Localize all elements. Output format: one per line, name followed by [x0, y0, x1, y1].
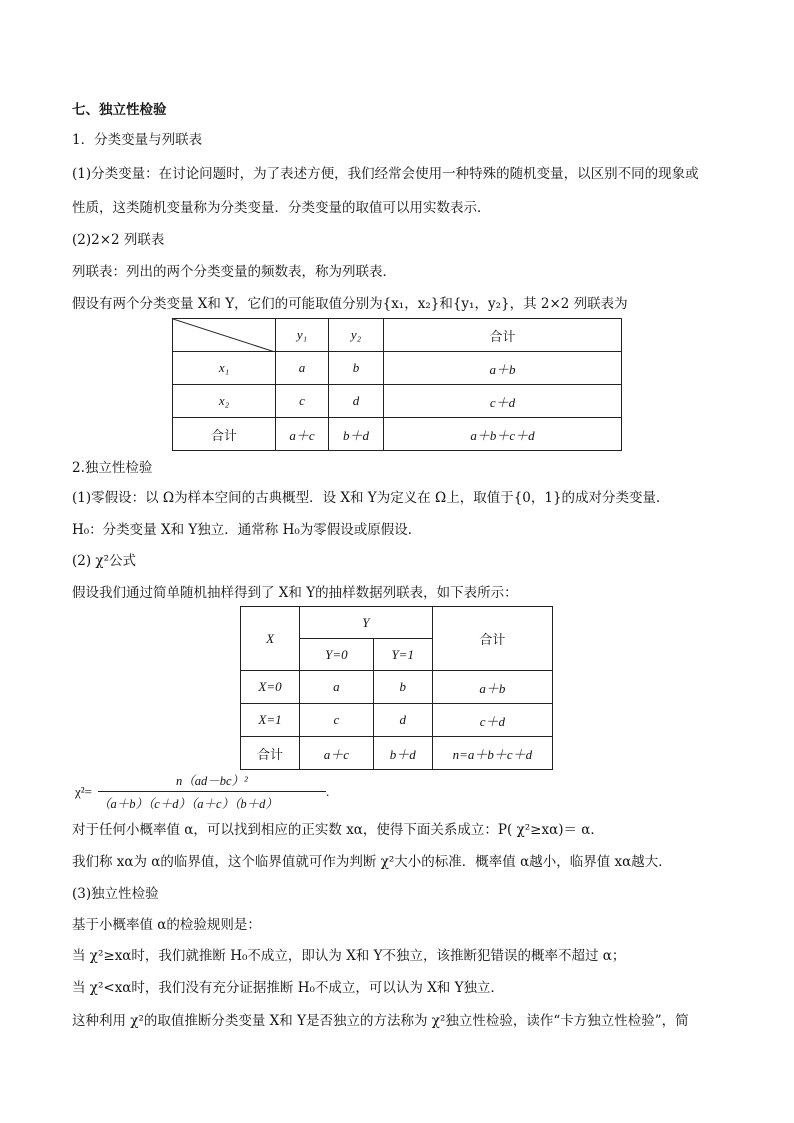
table2-y-value: Y=0: [300, 639, 374, 671]
s1-heading: 1．分类变量与列联表: [72, 132, 203, 148]
table1-header-cell: y₁: [276, 319, 329, 352]
table-row: [173, 385, 622, 418]
s2-case1: 当 χ²≥xα时，我们就推断 H₀不成立，即认为 X和 Y不独立，该推断犯错误的概率不超过 α；: [72, 948, 626, 964]
table-row: [173, 418, 622, 451]
s2-case2: 当 χ²<xα时，我们没有充分证据推断 H₀不成立，可以认为 X和 Y独立．: [72, 980, 505, 996]
table1-cell: a＋b＋c＋d: [384, 418, 622, 451]
section-title: 七、独立性检验: [72, 102, 167, 118]
table-row: [241, 737, 553, 770]
s2-h0-statement: H₀：分类变量 X和 Y独立．通常称 H₀为零假设或原假设．: [72, 522, 422, 538]
formula-denominator: （a＋b）（c＋d）（a＋c）（b＋d）: [98, 797, 278, 811]
table2-x-header: X: [241, 607, 300, 671]
s2-sample-statement: 假设我们通过简单随机抽样得到了 X和 Y的抽样数据列联表，如下表所示：: [72, 585, 518, 601]
s2-null-hypothesis: (1)零假设：以 Ω为样本空间的古典概型．设 X和 Y为定义在 Ω上，取值于{0，1}的成对分类变量．: [72, 490, 670, 506]
s2-chi-formula-heading: (2) χ²公式: [72, 553, 137, 569]
contingency-table-2: [240, 606, 553, 770]
table2-cell: 合计: [241, 737, 300, 770]
table1-cell: c＋d: [384, 385, 622, 418]
table2-cell: d: [373, 704, 432, 737]
table1-cell: a＋c: [276, 418, 329, 451]
table1-cell: a: [276, 352, 329, 385]
s1-assumption: 假设有两个分类变量 X和 Y，它们的可能取值分别为{x₁，x₂}和{y₁，y₂}，其 2×2 列联表为: [72, 296, 628, 312]
diagonal-header-cell: [173, 319, 276, 352]
table1-cell: c: [276, 385, 329, 418]
table1-cell: b＋d: [329, 418, 384, 451]
table2-cell: n=a＋b＋c＋d: [432, 737, 552, 770]
table-row: [241, 671, 553, 704]
s2-test-heading: (3)独立性检验: [72, 886, 159, 902]
table2-y-value: Y=1: [373, 639, 432, 671]
s1-definition: 列联表：列出的两个分类变量的频数表，称为列联表．: [72, 264, 396, 280]
table-row: [241, 704, 553, 737]
formula-end: .: [326, 784, 330, 799]
contingency-table-1: [172, 318, 622, 451]
table-row: [173, 352, 622, 385]
s1-paragraph-line1: (1)分类变量：在讨论问题时，为了表述方便，我们经常会使用一种特殊的随机变量，以区别不同的现象或: [72, 166, 699, 182]
table1-header-cell: y₂: [329, 319, 384, 352]
s1-paragraph-line2: 性质，这类随机变量称为分类变量．分类变量的取值可以用实数表示．: [72, 200, 491, 216]
table1-header-cell: 合计: [384, 319, 622, 352]
s2-heading: 2.独立性检验: [72, 460, 153, 476]
table2-cell: c: [300, 704, 374, 737]
table2-cell: c＋d: [432, 704, 552, 737]
table1-cell: 合计: [173, 418, 276, 451]
formula-lhs: χ²=: [75, 784, 92, 799]
table2-cell: b: [373, 671, 432, 704]
table2-total-header: 合计: [432, 607, 552, 671]
table2-cell: b＋d: [373, 737, 432, 770]
s1-subheading-2x2: (2)2×2 列联表: [72, 232, 165, 248]
table2-cell: a: [300, 671, 374, 704]
table2-cell: X=1: [241, 704, 300, 737]
s2-alpha-line1: 对于任何小概率值 α，可以找到相应的正实数 xα，使得下面关系成立：P( χ²≥xα)＝ α．: [72, 822, 604, 838]
table2-cell: a＋c: [300, 737, 374, 770]
table2-cell: X=0: [241, 671, 300, 704]
table1-cell: b: [329, 352, 384, 385]
s2-rule: 基于小概率值 α的检验规则是：: [72, 917, 261, 933]
table1-cell: x₁: [173, 352, 276, 385]
table2-y-header: Y: [300, 607, 433, 639]
s2-alpha-line2: 我们称 xα为 α的临界值，这个临界值就可作为判断 χ²大小的标准．概率值 α越小，临界值 xα越大．: [72, 854, 672, 870]
table1-cell: a＋b: [384, 352, 622, 385]
table1-cell: d: [329, 385, 384, 418]
table2-cell: a＋b: [432, 671, 552, 704]
table1-cell: x₂: [173, 385, 276, 418]
s2-method: 这种利用 χ²的取值推断分类变量 X和 Y是否独立的方法称为 χ²独立性检验，读作“卡方独立性检验”，简: [72, 1013, 689, 1029]
formula-numerator: n（ad－bc）²: [176, 774, 248, 788]
fraction-bar: [98, 791, 326, 792]
